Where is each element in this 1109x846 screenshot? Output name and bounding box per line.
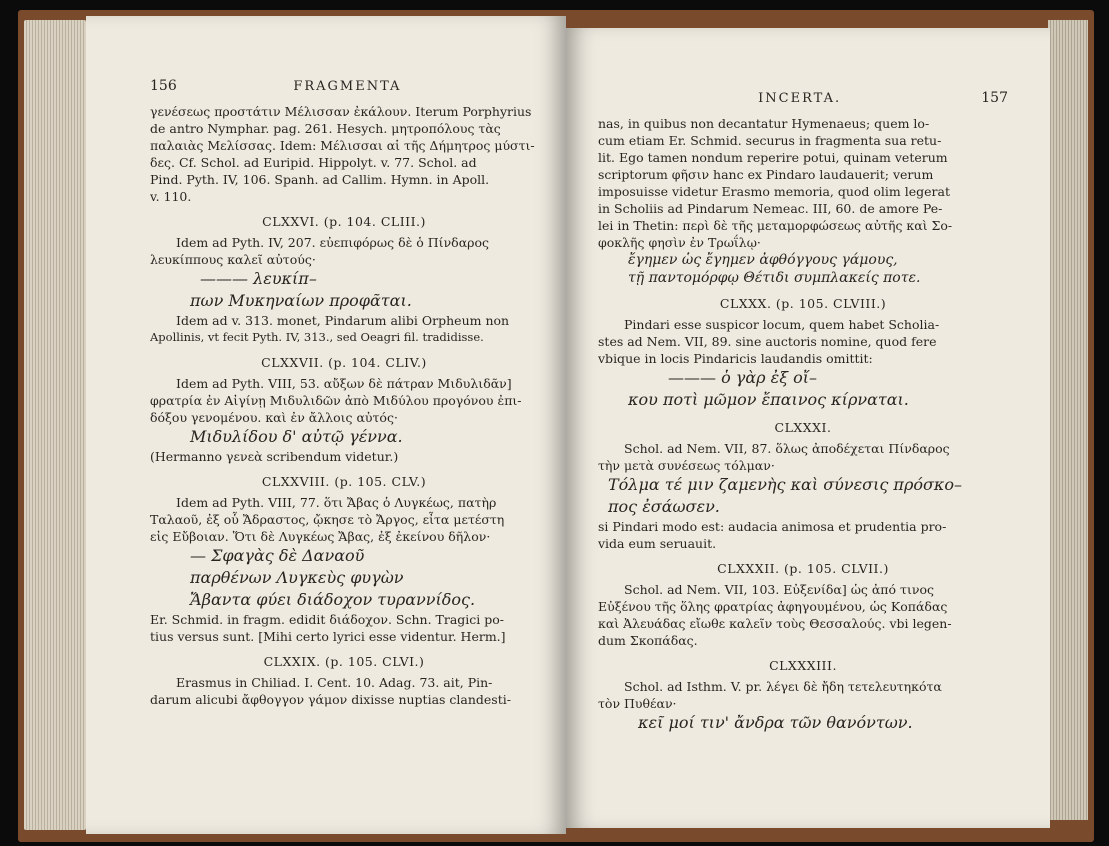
text-line: δόξου γενομένου. καὶ ἐν ἄλλοις αὐτός· [150,410,398,425]
text-line: lei in Thetin: περὶ δὲ τῆς μεταμορφώσεως αὐτῆς καὶ Σο- [598,218,953,233]
text-line: φοκλῆς φησὶν ἐν Τρωΐλῳ· [598,235,761,250]
text-line: Schol. ad Nem. VII, 87. ὅλως ἀποδέχεται Πίνδαρος [624,441,950,456]
text-line: Idem ad Pyth. VIII, 53. αὔξων δὲ πάτραν Μιδυλιδᾶν] [176,376,512,391]
verse-line: κου ποτὶ μῶμον ἔπαινος κίρναται. [628,390,909,409]
text-line: παλαιὰς Μελίσσας. Idem: Μέλισσαι αἱ τῆς Δήμητρος μύστι- [150,138,535,153]
text-line: τὴν μετὰ συνέσεως τόλμαν· [598,458,775,473]
verse-line: κεῖ μοί τιν' ἄνδρα τῶν θανόντων. [638,713,913,732]
verse-line: πος ἐσάωσεν. [608,497,720,516]
text-line: Schol. ad Isthm. V. pr. λέγει δὲ ἤδη τετελευτηκότα [624,679,942,694]
right-page-content [598,90,1008,734]
section-heading: CLXXIX. (p. 105. CLVI.) [263,654,425,669]
verse-line: — Σφαγὰς δὲ Δαναοῦ [190,546,365,565]
text-line: tius versus sunt. [Mihi certo lyrici esse videntur. Herm.] [150,629,506,644]
text-line: καὶ Ἀλευάδας εἴωθε καλεῖν τοὺς Θεσσαλούς. vbi legen- [598,616,952,631]
page-number: 156 [150,78,177,94]
text-line: dum Σκοπάδας. [598,633,698,648]
text-line: Idem ad Pyth. VIII, 77. ὅτι Ἄβας ὁ Λυγκέως, πατὴρ [176,495,497,510]
text-line: Εὐξένου τῆς ὅλης φρατρίας ἀφηγουμένου, ὡς Κοπάδας [598,599,948,614]
verse-line: Τόλμα τέ μιν ζαμενὴς καὶ σύνεσις πρόσκο– [608,475,963,494]
text-line: γενέσεως προστάτιν Μέλισσαν ἐκάλουν. Iterum Porphyrius [150,104,532,119]
text-line: de antro Nymphar. pag. 261. Hesych. μητροπόλους τὰς [150,121,501,136]
text-line: δες. Cf. Schol. ad Euripid. Hippolyt. v. 77. Schol. ad [150,155,477,170]
text-line: Erasmus in Chiliad. I. Cent. 10. Adag. 73. ait, Pin- [176,675,493,690]
section-heading: CLXXXIII. [769,658,837,673]
right-page-header [598,90,1008,107]
text-line: si Pindari modo est: audacia animosa et prudentia pro- [598,519,947,534]
text-line: imposuisse videtur Erasmo memoria, quod olim legerat [598,184,950,199]
section-heading: CLXXXI. [774,420,832,435]
text-line: Schol. ad Nem. VII, 103. Εὐξενίδα] ὡς ἀπό τινος [624,582,934,597]
text-line: λευκίππους καλεῖ αὐτούς· [150,252,316,267]
section-heading: CLXXX. (p. 105. CLVIII.) [719,296,887,311]
text-line: φρατρία ἐν Αἰγίνῃ Μιδυλιδῶν ἀπὸ Μιδύλου προγόνου ἐπι- [150,393,522,408]
text-line: v. 110. [150,189,192,204]
left-page-header [150,78,538,95]
verse-line: παρθένων Λυγκεὺς φυγὼν [190,568,404,587]
text-line: Apollinis, vt fecit Pyth. IV, 313., sed Oeagri fil. tradidisse. [150,330,484,344]
text-line: Pind. Pyth. IV, 106. Spanh. ad Callim. Hymn. in Apoll. [150,172,490,187]
text-line: Idem ad v. 313. monet, Pindarum alibi Orpheum non [176,313,510,328]
text-line: darum alicubi ἄφθογγον γάμον dixisse nuptias clandesti- [150,692,511,707]
running-head: FRAGMENTA [293,79,402,94]
verse-line: Μιδυλίδου δ' αὐτῷ γέννα. [190,427,403,446]
page-edges-right [1048,20,1088,820]
right-page [566,28,1050,828]
text-line: vbique in locis Pindaricis laudandis omittit: [598,351,873,366]
left-page [86,16,566,834]
text-line: εἰς Εὔβοιαν. Ὅτι δὲ Λυγκέως Ἄβας, ἐξ ἐκείνου δῆλον· [150,529,491,544]
text-line: scriptorum φῆσιν hanc ex Pindaro laudauerit; verum [598,167,934,182]
text-line: nas, in quibus non decantatur Hymenaeus; quem lo- [598,116,930,131]
section-heading: CLXXVIII. (p. 105. CLV.) [261,474,427,489]
text-line: (Hermanno γενεὰ scribendum videtur.) [150,449,399,464]
text-line: vida eum seruauit. [598,536,717,551]
verse-line: Ἄβαντα φύει διάδοχον τυραννίδος. [190,590,476,609]
page-edges-left [24,20,86,830]
left-page-content [150,78,538,708]
section-heading: CLXXXII. (p. 105. CLVII.) [717,561,889,576]
text-line: cum etiam Er. Schmid. securus in fragmenta sua retu- [598,133,942,148]
section-heading: CLXXVI. (p. 104. CLIII.) [262,214,426,229]
book [18,6,1094,842]
section-heading: CLXXVII. (p. 104. CLIV.) [261,355,427,370]
text-line: lit. Ego tamen nondum reperire potui, quinam veterum [598,150,948,165]
text-line: Pindari esse suspicor locum, quem habet Scholia- [624,317,940,332]
text-line: Er. Schmid. in fragm. edidit διάδοχον. Schn. Tragici po- [150,612,505,627]
verse-line: ——— ὁ γὰρ ἐξ οἴ– [668,368,818,387]
text-line: τὸν Πυθέαν· [598,696,677,711]
text-line: stes ad Nem. VII, 89. sine auctoris nomine, quod fere [598,334,937,349]
verse-line: ἔγημεν ὡς ἔγημεν ἀφθόγγους γάμους, [628,252,898,268]
verse-line: τῇ παντομόρφῳ Θέτιδι συμπλακείς ποτε. [628,270,921,286]
text-line: in Scholiis ad Pindarum Nemeac. III, 60. de amore Pe- [598,201,943,216]
page-number: 157 [981,90,1008,106]
verse-line: ——— λευκίπ– [200,269,317,288]
verse-line: πων Μυκηναίων προφᾶται. [190,291,412,310]
text-line: Ταλαοῦ, ἐξ οὗ Ἄδραστος, ᾤκησε τὸ Ἄργος, εἶτα μετέστη [150,512,505,527]
text-line: Idem ad Pyth. IV, 207. εὐεπιφόρως δὲ ὁ Πίνδαρος [176,235,490,250]
running-head: INCERTA. [758,91,842,106]
